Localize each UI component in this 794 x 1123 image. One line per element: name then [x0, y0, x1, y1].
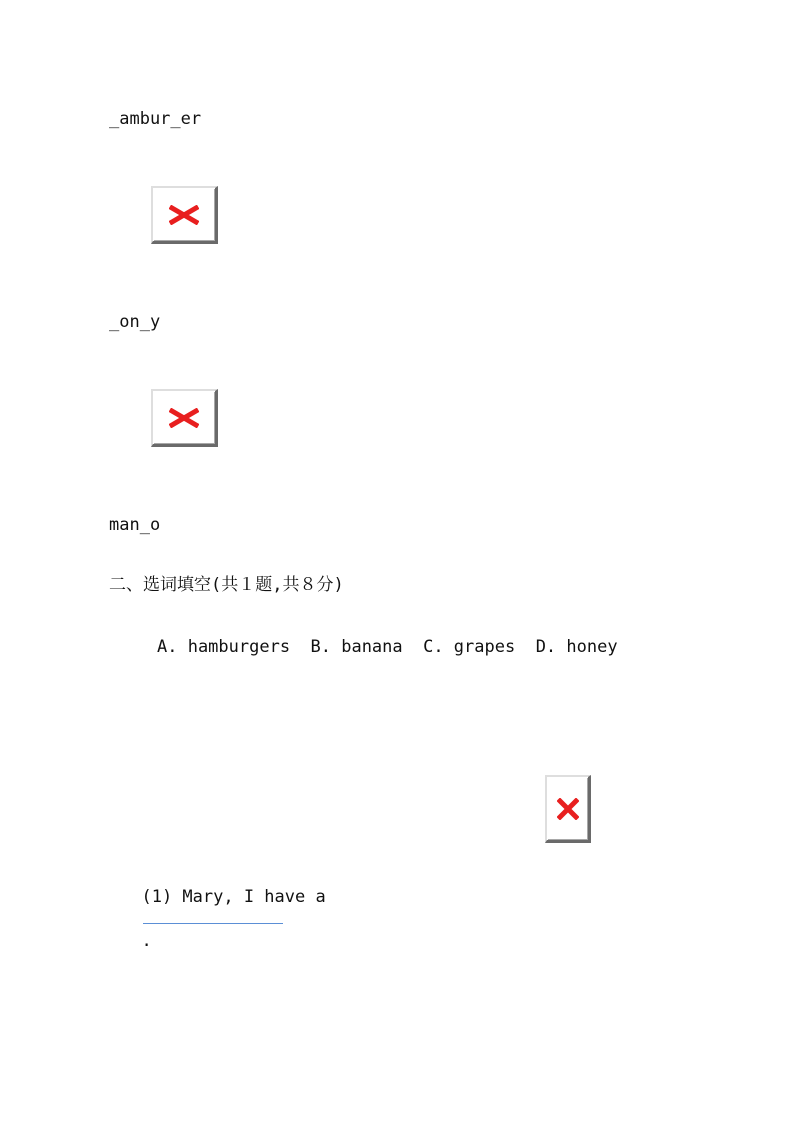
red-x-icon	[169, 408, 199, 428]
spelling-item-3: man_o	[109, 515, 161, 535]
question-1	[121, 864, 326, 952]
broken-image-icon	[151, 186, 218, 244]
red-x-icon	[557, 798, 579, 820]
answer-blank[interactable]	[143, 909, 283, 924]
red-x-icon	[169, 205, 199, 225]
section-heading: 二、选词填空(共１题,共８分)	[109, 575, 344, 595]
question-1-prefix: (1) Mary, I have a	[141, 887, 326, 907]
word-options: A. hamburgers B. banana C. grapes D. honey	[157, 637, 618, 657]
question-1-suffix: .	[141, 931, 152, 951]
broken-image-icon	[151, 389, 218, 447]
broken-image-icon	[545, 775, 591, 843]
spelling-item-1: _ambur_er	[109, 109, 202, 129]
spelling-item-2: _on_y	[109, 312, 161, 332]
